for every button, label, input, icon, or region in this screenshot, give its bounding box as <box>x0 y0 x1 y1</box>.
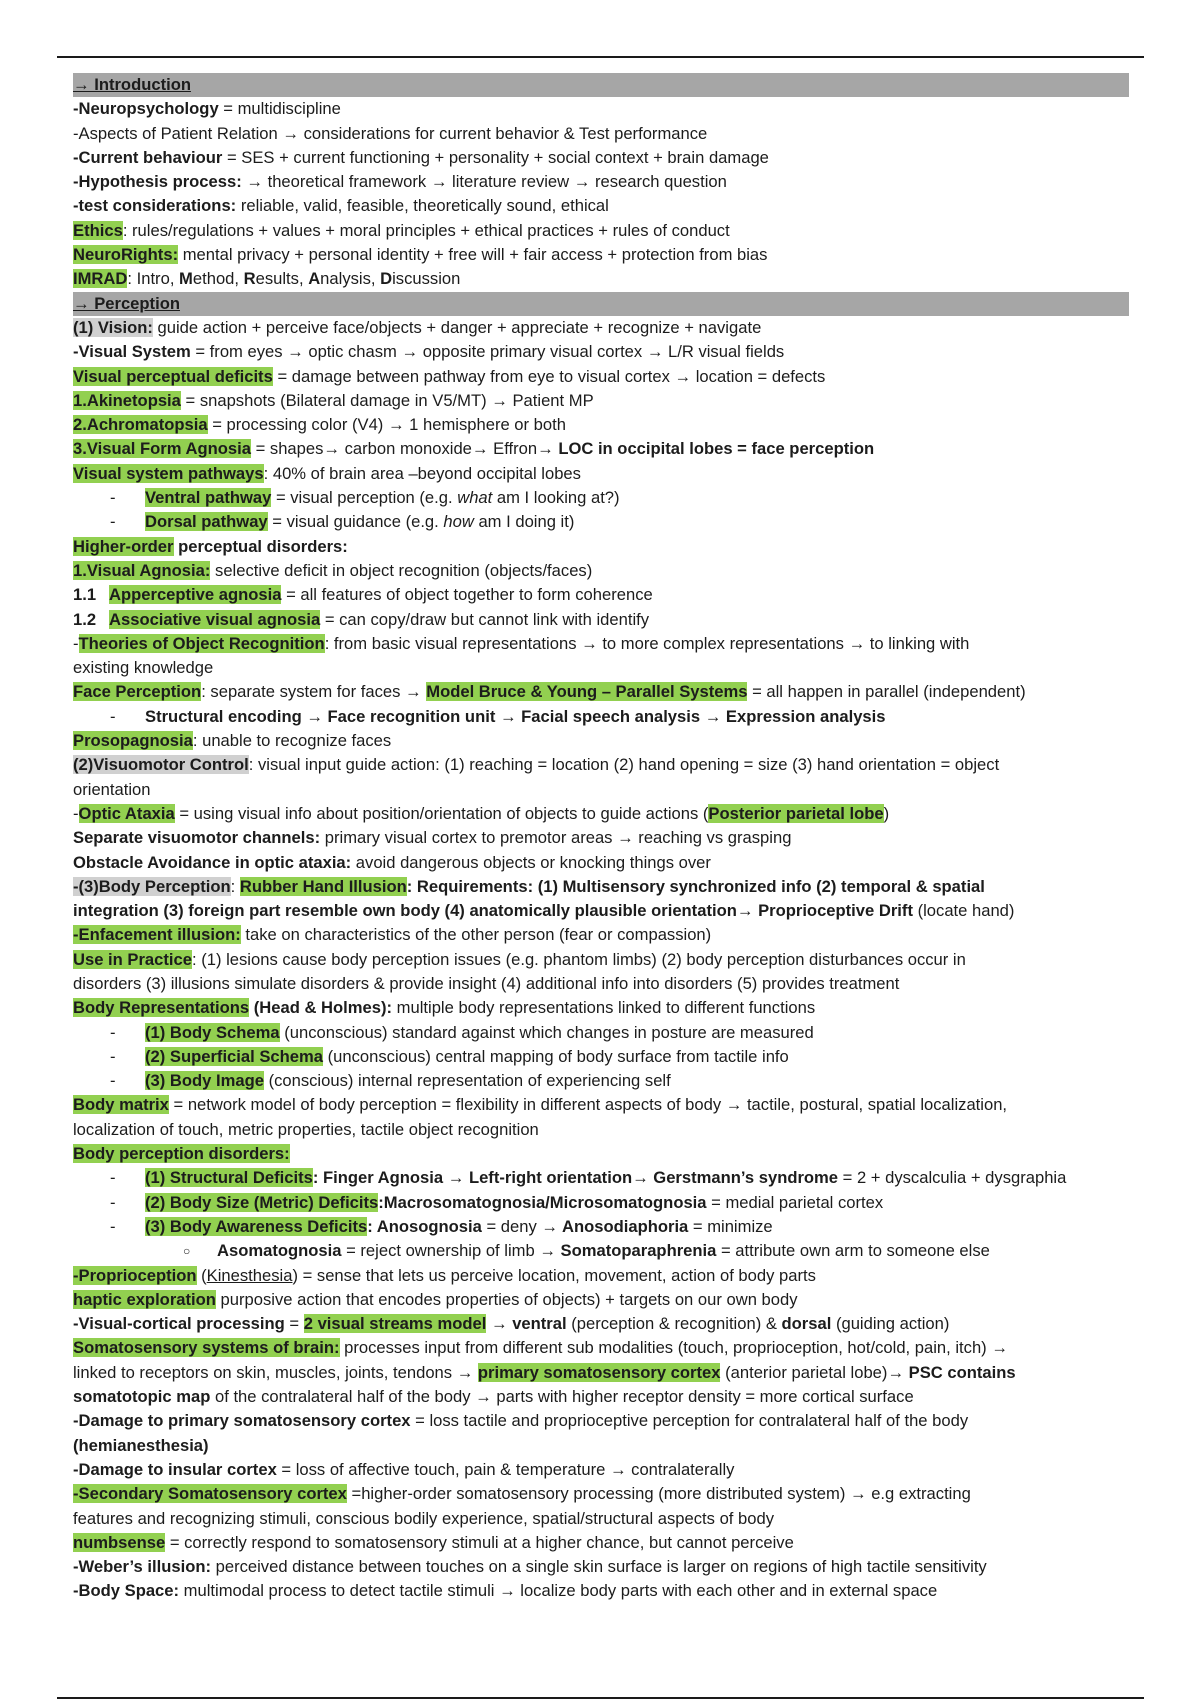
text-segment: = can copy/draw but cannot link with identify <box>320 609 650 629</box>
note-line <box>73 1142 1129 1166</box>
note-line <box>73 1069 1129 1093</box>
section-heading <box>73 292 1129 316</box>
note-line <box>73 802 1129 826</box>
highlighted-term: -Enfacement illusion: <box>73 925 241 945</box>
note-line <box>73 219 1129 243</box>
text-segment: (2)Visuomotor Control <box>73 755 249 775</box>
text-segment: M <box>179 269 193 289</box>
text-segment: → <box>246 172 263 192</box>
text-segment: localization of touch, metric properties, tactile object recognition <box>73 1119 539 1139</box>
bullet-dash: - <box>110 1168 116 1188</box>
text-segment: am I doing it) <box>473 512 575 532</box>
text-segment: Face recognition unit <box>322 706 500 726</box>
text-segment: orientation <box>73 779 151 799</box>
bullet-dash: - <box>110 512 116 532</box>
text-segment: → <box>617 828 634 848</box>
text-segment: purposive action that encodes properties of objects) + targets on our own body <box>215 1289 798 1309</box>
note-line <box>73 413 1129 437</box>
text-segment: → <box>674 366 692 386</box>
note-line <box>73 1093 1129 1117</box>
text-segment: → <box>447 1168 465 1188</box>
text-segment: location = defects <box>691 366 826 386</box>
note-line <box>73 365 1129 389</box>
bullet-dash: - <box>110 1022 116 1042</box>
note-line <box>73 608 1129 632</box>
highlighted-term: 1.Visual Agnosia: <box>73 560 211 580</box>
highlighted-term: Rubber Hand Illusion <box>239 876 407 896</box>
text-segment: → <box>704 706 722 726</box>
text-segment: Somatoparaphrenia <box>555 1241 717 1261</box>
highlighted-term: (3) Body Awareness Deficits <box>145 1216 368 1236</box>
note-line <box>73 1166 1129 1190</box>
text-segment: = network model of body perception = flexibility in different aspects of body <box>168 1095 726 1115</box>
text-segment: → <box>491 390 508 410</box>
text-segment: (hemianesthesia) <box>73 1435 209 1455</box>
text-segment: -Damage to primary somatosensory cortex <box>73 1411 411 1431</box>
text-segment: = minimize <box>688 1216 773 1236</box>
highlighted-term: -Proprioception <box>73 1265 197 1285</box>
text-segment: = visual perception (e.g. <box>271 488 458 508</box>
text-segment: : visual input guide action: (1) reaching = location (2) hand opening = size (3) hand orientation = object <box>248 755 1000 775</box>
note-line <box>73 1191 1129 1215</box>
note-line <box>73 705 1129 729</box>
text-segment: -Neuropsychology <box>73 99 219 119</box>
highlighted-term: (2) Superficial Schema <box>145 1046 323 1066</box>
text-segment: = all happen in parallel (independent) <box>747 682 1026 702</box>
text-segment: : <box>230 876 240 896</box>
highlighted-term: Dorsal pathway <box>145 512 268 532</box>
highlighted-term: 1.Akinetopsia <box>73 390 181 410</box>
text-segment: of the contralateral half of the body <box>210 1387 476 1407</box>
highlighted-term: numbsense <box>73 1532 166 1552</box>
text-segment: → <box>401 342 419 362</box>
text-segment: = multidiscipline <box>218 99 341 119</box>
text-segment: Anosodiaphoria <box>557 1216 689 1236</box>
note-line <box>73 899 1129 923</box>
text-segment: multimodal process to detect tactile stimuli <box>179 1581 500 1601</box>
text-segment: Patient MP <box>507 390 594 410</box>
highlighted-term: Apperceptive agnosia <box>109 585 282 605</box>
text-segment: integration (3) foreign part resemble own body (4) anatomically plausible orientation <box>73 901 737 921</box>
text-segment: → <box>991 1338 1008 1358</box>
text-segment: Effron <box>488 439 538 459</box>
text-segment: (conscious) internal representation of experiencing self <box>263 1071 671 1091</box>
text-segment: ethod, <box>192 269 244 289</box>
text-segment: L/R visual fields <box>663 342 785 362</box>
text-segment: to more complex representations <box>597 633 849 653</box>
highlighted-term: Body perception disorders: <box>73 1144 290 1164</box>
bullet-dash: - <box>110 488 116 508</box>
text-segment: Left-right orientation <box>464 1168 633 1188</box>
highlighted-term: Visual perceptual deficits <box>73 366 273 386</box>
text-segment: iscussion <box>392 269 461 289</box>
note-line <box>73 267 1129 291</box>
text-segment: = SES + current functioning + personality + social context + brain damage <box>222 147 769 167</box>
note-line <box>73 632 1129 656</box>
text-segment: what <box>457 488 493 508</box>
text-segment: → <box>499 706 517 726</box>
text-segment: am I looking at?) <box>492 488 620 508</box>
text-segment: : Intro, <box>127 269 180 289</box>
note-line <box>73 389 1129 413</box>
text-segment: Proprioceptive Drift <box>753 901 913 921</box>
text-segment: Kinesthesia <box>206 1265 293 1285</box>
text-segment: → <box>850 1484 867 1504</box>
bullet-circle-icon: ○ <box>183 1244 191 1259</box>
text-segment: -Aspects of Patient Relation <box>73 123 283 143</box>
highlighted-term: Prosopagnosia <box>73 731 193 751</box>
text-segment: e.g extracting <box>866 1484 971 1504</box>
item-number: 1.2 <box>73 609 97 629</box>
text-segment: = reject ownership of limb <box>341 1241 540 1261</box>
text-segment: (unconscious) standard against which changes in posture are measured <box>279 1022 814 1042</box>
text-segment: perceived distance between touches on a single skin surface is larger on regions of high tactile sensitivity <box>211 1557 987 1577</box>
highlighted-term: (2) Body Size (Metric) Deficits <box>145 1192 379 1212</box>
text-segment: somatotopic map <box>73 1387 211 1407</box>
note-line <box>73 1215 1129 1239</box>
bottom-rule <box>57 1697 1144 1699</box>
note-line <box>73 194 1129 218</box>
text-segment: → <box>736 901 754 921</box>
notes-body <box>73 73 1129 1604</box>
highlighted-term: Optic Ataxia <box>78 803 175 823</box>
text-segment: : Requirements: (1) Multisensory synchronized info (2) temporal & spatial <box>406 876 985 896</box>
text-segment: parts with higher receptor density = more cortical surface <box>491 1387 914 1407</box>
highlighted-term: Use in Practice <box>73 949 192 969</box>
text-segment: - <box>73 803 79 823</box>
text-segment: -Body Space: <box>73 1581 180 1601</box>
text-segment: dorsal <box>781 1314 832 1334</box>
text-segment: → <box>499 1581 516 1601</box>
note-line <box>73 851 1129 875</box>
note-line <box>73 1239 1129 1263</box>
text-segment: disorders (3) illusions simulate disorders & provide insight (4) additional info into disorders (5) provides treatment <box>73 973 900 993</box>
note-line <box>73 1409 1129 1433</box>
text-segment: = attribute own arm to someone else <box>716 1241 990 1261</box>
text-segment: Obstacle Avoidance in optic ataxia: <box>73 852 352 872</box>
note-line <box>73 462 1129 486</box>
note-line <box>73 753 1129 777</box>
note-line <box>73 510 1129 534</box>
text-segment: → <box>541 1216 558 1236</box>
text-segment: → <box>430 172 448 192</box>
text-segment: research question <box>590 172 727 192</box>
text-segment: literature review <box>447 172 574 192</box>
text-segment: = deny <box>481 1216 542 1236</box>
text-segment: = correctly respond to somatosensory stimuli at a higher chance, but cannot perceive <box>165 1532 794 1552</box>
text-segment: → <box>539 1241 556 1261</box>
text-segment: = 2 + dyscalculia + dysgraphia <box>838 1168 1067 1188</box>
text-segment: localize body parts with each other and in external space <box>515 1581 938 1601</box>
text-segment: → <box>573 172 591 192</box>
note-line <box>73 486 1129 510</box>
text-segment: considerations for current behavior & Test performance <box>298 123 708 143</box>
text-segment: carbon monoxide <box>340 439 472 459</box>
text-segment: (1) Vision: <box>73 317 153 337</box>
text-segment: ) = sense that lets us perceive location, movement, action of body parts <box>292 1265 816 1285</box>
text-segment: → <box>306 706 323 726</box>
highlighted-term: Visual system pathways <box>73 463 264 483</box>
text-segment: = from eyes <box>190 342 288 362</box>
text-segment: (guiding action) <box>831 1314 950 1334</box>
text-segment: -Visual System <box>73 342 191 362</box>
note-line <box>73 1385 1129 1409</box>
note-line <box>73 948 1129 972</box>
text-segment: : (1) lesions cause body perception issues (e.g. phantom limbs) (2) body perception disturbances occur in <box>191 949 966 969</box>
text-segment: = loss of affective touch, pain & temperature <box>276 1459 610 1479</box>
highlighted-term: Associative visual agnosia <box>109 609 321 629</box>
text-segment: = <box>284 1314 304 1334</box>
text-segment: ventral <box>507 1314 567 1334</box>
text-segment: Facial speech analysis <box>516 706 705 726</box>
bullet-dash: - <box>110 1192 116 1212</box>
highlighted-term: -Secondary Somatosensory cortex <box>73 1484 347 1504</box>
note-line <box>73 778 1129 802</box>
note-line <box>73 1434 1129 1458</box>
text-segment: guide action + perceive face/objects + danger + appreciate + recognize + navigate <box>152 317 762 337</box>
note-line <box>73 146 1129 170</box>
text-segment: → <box>471 439 489 459</box>
note-line <box>73 583 1129 607</box>
bullet-dash: - <box>110 1046 116 1066</box>
text-segment: linked to receptors on skin, muscles, joints, tendons <box>73 1362 457 1382</box>
text-segment: : 40% of brain area –beyond occipital lobes <box>263 463 581 483</box>
note-line <box>73 729 1129 753</box>
note-line <box>73 559 1129 583</box>
text-segment: features and recognizing stimuli, conscious bodily experience, spatial/structural aspects of body <box>73 1508 774 1528</box>
text-segment: reliable, valid, feasible, theoretically sound, ethical <box>236 196 609 216</box>
text-segment: perceptual disorders: <box>173 536 348 556</box>
text-segment: → Perception <box>73 293 180 313</box>
note-line <box>73 1579 1129 1603</box>
note-line <box>73 972 1129 996</box>
text-segment: selective deficit in object recognition (objects/faces) <box>210 560 593 580</box>
highlighted-term: Body matrix <box>73 1095 169 1115</box>
note-line <box>73 996 1129 1020</box>
text-segment: Separate visuomotor channels: <box>73 828 321 848</box>
note-line <box>73 1045 1129 1069</box>
text-segment: → <box>323 439 340 459</box>
note-line <box>73 1264 1129 1288</box>
note-line <box>73 1531 1129 1555</box>
text-segment: =higher-order somatosensory processing (more distributed system) <box>346 1484 850 1504</box>
text-segment: : unable to recognize faces <box>192 731 392 751</box>
note-line <box>73 535 1129 559</box>
highlighted-term: IMRAD <box>73 269 128 289</box>
highlighted-term: (1) Structural Deficits <box>145 1168 313 1188</box>
text-segment: = visual guidance (e.g. <box>267 512 444 532</box>
highlighted-term: 2.Achromatopsia <box>73 415 208 435</box>
highlighted-term: Ventral pathway <box>145 488 272 508</box>
text-segment: D <box>380 269 393 289</box>
text-segment: - <box>73 633 79 653</box>
text-segment: nalysis, <box>320 269 381 289</box>
text-segment: : from basic visual representations <box>324 633 582 653</box>
text-segment: contralaterally <box>626 1459 735 1479</box>
item-number: 1.1 <box>73 585 97 605</box>
highlighted-term: Ethics <box>73 220 123 240</box>
note-line <box>73 680 1129 704</box>
highlighted-term: Body Representations <box>73 998 250 1018</box>
note-line <box>73 170 1129 194</box>
text-segment: → <box>887 1362 905 1382</box>
note-line <box>73 1118 1129 1142</box>
note-line <box>73 1336 1129 1360</box>
text-segment: opposite primary visual cortex <box>418 342 647 362</box>
text-segment: mental privacy + personal identity + free will + fair access + protection from bias <box>178 245 768 265</box>
note-line <box>73 122 1129 146</box>
section-heading <box>73 73 1129 97</box>
highlighted-term: Higher-order <box>73 536 174 556</box>
highlighted-term: (3) Body Image <box>145 1071 264 1091</box>
text-segment: -Damage to insular cortex <box>73 1459 277 1479</box>
text-segment: -Hypothesis process: <box>73 172 242 192</box>
text-segment: → <box>456 1362 474 1382</box>
text-segment: (locate hand) <box>912 901 1015 921</box>
text-segment: = shapes <box>250 439 324 459</box>
text-segment: ( <box>196 1265 207 1285</box>
note-line <box>73 340 1129 364</box>
text-segment: -test considerations: <box>73 196 237 216</box>
text-segment: -Weber’s illusion: <box>73 1557 211 1577</box>
text-segment: Gerstmann’s syndrome <box>648 1168 839 1188</box>
text-segment: = all features of object together to form coherence <box>281 585 653 605</box>
note-line <box>73 97 1129 121</box>
highlighted-term: (1) Body Schema <box>145 1022 280 1042</box>
text-segment: -Visual-cortical processing <box>73 1314 285 1334</box>
bullet-dash: - <box>110 1216 116 1236</box>
text-segment: A <box>308 269 321 289</box>
bullet-dash: - <box>110 706 116 726</box>
bullet-dash: - <box>110 1071 116 1091</box>
highlighted-term: Posterior parietal lobe <box>708 803 884 823</box>
text-segment: to linking with <box>865 633 970 653</box>
text-segment: = using visual info about position/orientation of objects to guide actions ( <box>174 803 709 823</box>
highlighted-term: NeuroRights: <box>73 245 179 265</box>
text-segment: → <box>725 1095 743 1115</box>
text-segment: multiple body representations linked to different functions <box>392 998 816 1018</box>
text-segment: (Head & Holmes): <box>249 998 393 1018</box>
note-line <box>73 923 1129 947</box>
note-line <box>73 1021 1129 1045</box>
note-line <box>73 437 1129 461</box>
text-segment: : Anosognosia <box>367 1216 482 1236</box>
text-segment: = loss tactile and proprioceptive perception for contralateral half of the body <box>410 1411 969 1431</box>
text-segment: (anterior parietal lobe) <box>720 1362 888 1382</box>
text-segment: processes input from different sub modalities (touch, proprioception, hot/cold, pain, itch) <box>339 1338 992 1358</box>
highlighted-term: haptic exploration <box>73 1289 216 1309</box>
note-line <box>73 656 1129 680</box>
text-segment: theoretical framework <box>262 172 431 192</box>
note-line <box>73 1482 1129 1506</box>
text-segment: → <box>490 1314 508 1334</box>
note-line <box>73 1507 1129 1531</box>
text-segment: → <box>387 415 405 435</box>
note-line <box>73 1555 1129 1579</box>
text-segment: → <box>287 342 304 362</box>
text-segment: → <box>848 633 866 653</box>
text-segment: → <box>632 1168 649 1188</box>
text-segment: → <box>405 682 422 702</box>
text-segment: tactile, postural, spatial localization, <box>742 1095 1008 1115</box>
highlighted-term: Face Perception <box>73 682 202 702</box>
text-segment: Expression analysis <box>721 706 886 726</box>
text-segment: = medial parietal cortex <box>706 1192 884 1212</box>
text-segment: PSC contains <box>904 1362 1016 1382</box>
highlighted-term: Theories of Object Recognition <box>78 633 325 653</box>
text-segment: primary visual cortex to premotor areas <box>320 828 618 848</box>
text-segment: → <box>282 123 299 143</box>
note-line <box>73 1288 1129 1312</box>
text-segment: R <box>243 269 256 289</box>
highlighted-term: Somatosensory systems of brain: <box>73 1338 340 1358</box>
text-segment: take on characteristics of the other person (fear or compassion) <box>240 925 712 945</box>
text-segment: avoid dangerous objects or knocking things over <box>351 852 711 872</box>
text-segment: esults, <box>255 269 309 289</box>
text-segment: : separate system for faces <box>201 682 406 702</box>
text-segment: :Macrosomatognosia/Microsomatognosia <box>378 1192 707 1212</box>
note-line <box>73 243 1129 267</box>
text-segment: = damage between pathway from eye to visual cortex <box>272 366 675 386</box>
text-segment: → <box>537 439 554 459</box>
text-segment: 1 hemisphere or both <box>404 415 566 435</box>
note-line <box>73 1361 1129 1385</box>
highlighted-term: primary somatosensory cortex <box>477 1362 721 1382</box>
text-segment: → <box>646 342 664 362</box>
text-segment: (perception & recognition) & <box>566 1314 782 1334</box>
text-segment: = snapshots (Bilateral damage in V5/MT) <box>180 390 492 410</box>
text-segment: → Introduction <box>73 75 191 94</box>
text-segment: optic chasm <box>303 342 402 362</box>
text-segment: → <box>475 1387 492 1407</box>
text-segment: : rules/regulations + values + moral principles + ethical practices + rules of conduct <box>122 220 730 240</box>
text-segment: → <box>581 633 598 653</box>
text-segment: how <box>443 512 474 532</box>
text-segment: : Finger Agnosia <box>312 1168 448 1188</box>
text-segment: (unconscious) central mapping of body surface from tactile info <box>323 1046 789 1066</box>
top-rule <box>57 56 1144 58</box>
text-segment: existing knowledge <box>73 658 214 678</box>
note-line <box>73 1312 1129 1336</box>
note-line <box>73 826 1129 850</box>
note-line <box>73 1458 1129 1482</box>
text-segment: = processing color (V4) <box>207 415 388 435</box>
note-line <box>73 316 1129 340</box>
text-segment: -Current behaviour <box>73 147 223 167</box>
text-segment: -(3)Body Perception <box>73 876 231 896</box>
text-segment: reaching vs grasping <box>633 828 792 848</box>
text-segment: LOC in occipital lobes = face perception <box>553 439 875 459</box>
highlighted-term: 3.Visual Form Agnosia <box>73 439 251 459</box>
highlighted-term: Model Bruce & Young – Parallel Systems <box>426 682 748 702</box>
text-segment: Asomatognosia <box>217 1241 342 1261</box>
text-segment: Structural encoding <box>145 706 307 726</box>
text-segment: ) <box>883 803 890 823</box>
highlighted-term: 2 visual streams model <box>303 1314 487 1334</box>
text-segment: → <box>609 1459 627 1479</box>
note-line <box>73 875 1129 899</box>
